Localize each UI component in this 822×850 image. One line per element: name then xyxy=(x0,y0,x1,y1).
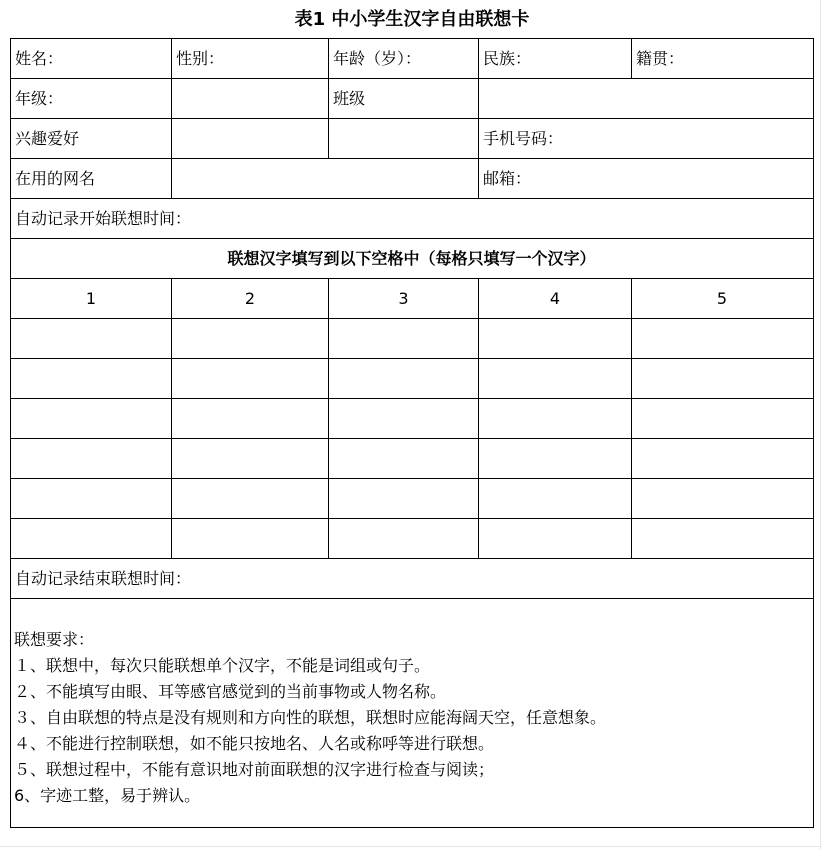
email-label: 邮箱： xyxy=(483,169,532,188)
phone-label: 手机号码： xyxy=(483,129,564,148)
answer-cell[interactable] xyxy=(11,439,171,479)
answer-cell[interactable] xyxy=(479,479,631,519)
native-place-label: 籍贯： xyxy=(636,49,685,68)
class-label: 班级 xyxy=(333,89,366,108)
requirement-item: ２、不能填写由眼、耳等感官感觉到的当前事物或人物名称。 xyxy=(14,682,447,701)
column-number: 4 xyxy=(549,289,561,308)
column-number: 3 xyxy=(398,289,409,308)
form-title: 表1 中小学生汉字自由联想卡 xyxy=(294,9,530,30)
grade-field[interactable] xyxy=(172,79,328,119)
answer-cell[interactable] xyxy=(632,359,812,399)
answer-cell[interactable] xyxy=(479,319,631,359)
answer-cell[interactable] xyxy=(172,399,328,439)
answer-cell[interactable] xyxy=(329,359,478,399)
answer-cell[interactable] xyxy=(329,319,478,359)
answer-cell[interactable] xyxy=(329,439,478,479)
nickname-field[interactable] xyxy=(172,159,478,199)
answer-cell[interactable] xyxy=(329,399,478,439)
answer-cell[interactable] xyxy=(172,319,328,359)
column-number: 5 xyxy=(716,289,728,308)
column-number: 2 xyxy=(244,289,256,308)
requirement-item: １、联想中，每次只能联想单个汉字，不能是词组或句子。 xyxy=(14,656,431,675)
answer-cell[interactable] xyxy=(11,359,171,399)
nickname-label: 在用的网名 xyxy=(15,169,96,188)
instruction-heading: 联想汉字填写到以下空格中（每格只填写一个汉字） xyxy=(227,249,596,268)
answer-cell[interactable] xyxy=(329,479,478,519)
grade-label: 年级： xyxy=(15,89,64,108)
gender-label: 性别： xyxy=(176,49,225,68)
hobbies-label: 兴趣爱好 xyxy=(15,129,80,148)
end-time-label: 自动记录结束联想时间： xyxy=(15,569,192,588)
answer-cell[interactable] xyxy=(479,439,631,479)
requirements-section xyxy=(14,627,809,809)
association-card-form xyxy=(10,38,814,828)
answer-cell[interactable] xyxy=(172,359,328,399)
answer-cell[interactable] xyxy=(632,399,812,439)
hobbies-field[interactable] xyxy=(172,119,478,159)
column-number: 1 xyxy=(85,289,97,308)
answer-cell[interactable] xyxy=(479,359,631,399)
name-label: 姓名： xyxy=(15,49,64,68)
answer-cell[interactable] xyxy=(172,479,328,519)
class-field[interactable] xyxy=(479,79,812,119)
requirement-item: 6、字迹工整，易于辨认。 xyxy=(14,786,201,805)
ethnicity-label: 民族： xyxy=(483,49,532,68)
answer-cell[interactable] xyxy=(479,399,631,439)
requirement-item: ４、不能进行控制联想，如不能只按地名、人名或称呼等进行联想。 xyxy=(14,734,495,753)
answer-cell[interactable] xyxy=(632,479,812,519)
answer-cell[interactable] xyxy=(11,319,171,359)
answer-cell[interactable] xyxy=(632,319,812,359)
age-label: 年龄（岁）： xyxy=(333,49,422,68)
answer-cell[interactable] xyxy=(632,439,812,479)
requirement-item: ５、联想过程中，不能有意识地对前面联想的汉字进行检查与阅读； xyxy=(14,760,495,779)
sheet-gridline xyxy=(0,846,822,847)
answer-cell[interactable] xyxy=(11,479,171,519)
requirement-item: ３、自由联想的特点是没有规则和方向性的联想，联想时应能海阔天空，任意想象。 xyxy=(14,708,607,727)
answer-cell[interactable] xyxy=(172,439,328,479)
sheet-gridline xyxy=(820,0,821,850)
answer-cell[interactable] xyxy=(11,399,171,439)
requirements-heading: 联想要求： xyxy=(14,630,95,649)
start-time-label: 自动记录开始联想时间： xyxy=(15,209,192,228)
